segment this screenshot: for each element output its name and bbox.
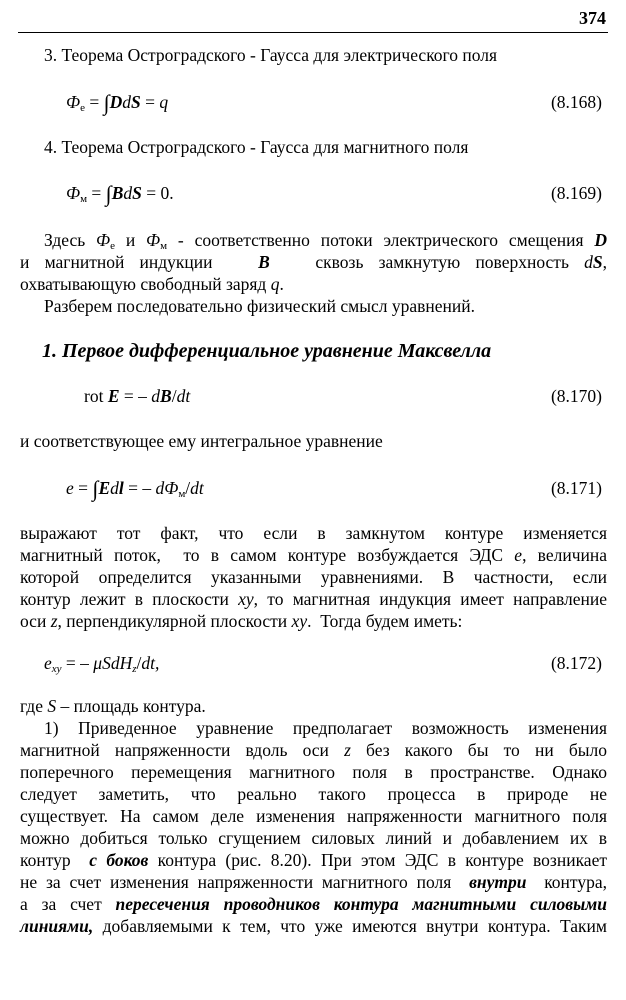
equation-number-8-171: (8.171) [550,478,602,498]
paragraph-line: следует заметить, что реально такого процесса в природе не [20,784,607,804]
paragraph-line: контур с боков контура (рис. 8.20). При этом ЭДС в контуре возникает [20,850,607,870]
item-3-text: 3. Теорема Остроградского - Гаусса для электрического поля [44,45,498,65]
paragraph-line: где S – площадь контура. [20,696,206,716]
paragraph-line: оси z, перпендикулярной плоскости xy. Тогда будем иметь: [20,611,463,631]
equation-number-8-170: (8.170) [550,386,602,406]
paragraph-line: поперечного перемещения магнитного поля в пространстве. Однако [20,762,607,782]
paragraph-line: можно добиться только сгущением силовых линий и добавлением их в [20,828,607,848]
paragraph-line: магнитный поток, то в самом контуре возбуждается ЭДС e, величина [20,545,607,565]
header-rule [18,32,608,33]
section-heading: 1. Первое дифференциальное уравнение Максвелла [42,340,492,362]
paragraph-line: контур лежит в плоскости xy, то магнитная индукция имеет направление [20,589,607,609]
paragraph-line: которой определится указанными уравнениями. В частности, если [20,567,607,587]
paragraph-line: линиями, добавляемыми к тем, что уже имеются внутри контура. Таким [20,916,607,936]
equation-number-8-168: (8.168) [550,92,602,112]
equation-number-8-172: (8.172) [550,653,602,673]
paragraph-line: и магнитной индукции B сквозь замкнутую поверхность dS, [20,252,607,272]
equation-8-172: $e_{xy}$ = – μSdH$_z$/dt, [44,653,160,675]
paragraph-line: а за счет пересечения проводников контура магнитными силовыми [20,894,607,914]
equation-8-168: $Ф_e = \int DdS = q$ [66,90,169,115]
paragraph-line: магнитной напряженности вдоль оси z без какого бы то ни было [20,740,607,760]
paragraph-line: Здесь $Ф_e$ и $Ф_м$ - соответственно потоки электрического смещения D [44,230,608,252]
paragraph-line: охватывающую свободный заряд q. [20,274,284,294]
paragraph-line: выражают тот факт, что если в замкнутом контуре изменяется [20,523,607,543]
equation-8-170: rot E = – dB/dt [84,386,191,406]
item-4-text: 4. Теорема Остроградского - Гаусса для магнитного поля [44,137,469,157]
paragraph-line: не за счет изменения напряженности магнитного поля внутри контура, [20,872,607,892]
equation-8-169: $Ф_м = \int BdS = 0$. [66,181,174,206]
equation-8-171: e = ∫Edl = – $dФ_м/dt$ [66,476,204,501]
paragraph-line: и соответствующее ему интегральное уравнение [20,431,383,451]
page-number: 374 [579,8,606,28]
paragraph-line: 1) Приведенное уравнение предполагает возможность изменения [44,718,607,738]
paragraph-line: Разберем последовательно физический смысл уравнений. [44,296,475,316]
equation-number-8-169: (8.169) [550,183,602,203]
paragraph-line: существует. На самом деле изменения напряженности магнитного поля [20,806,607,826]
